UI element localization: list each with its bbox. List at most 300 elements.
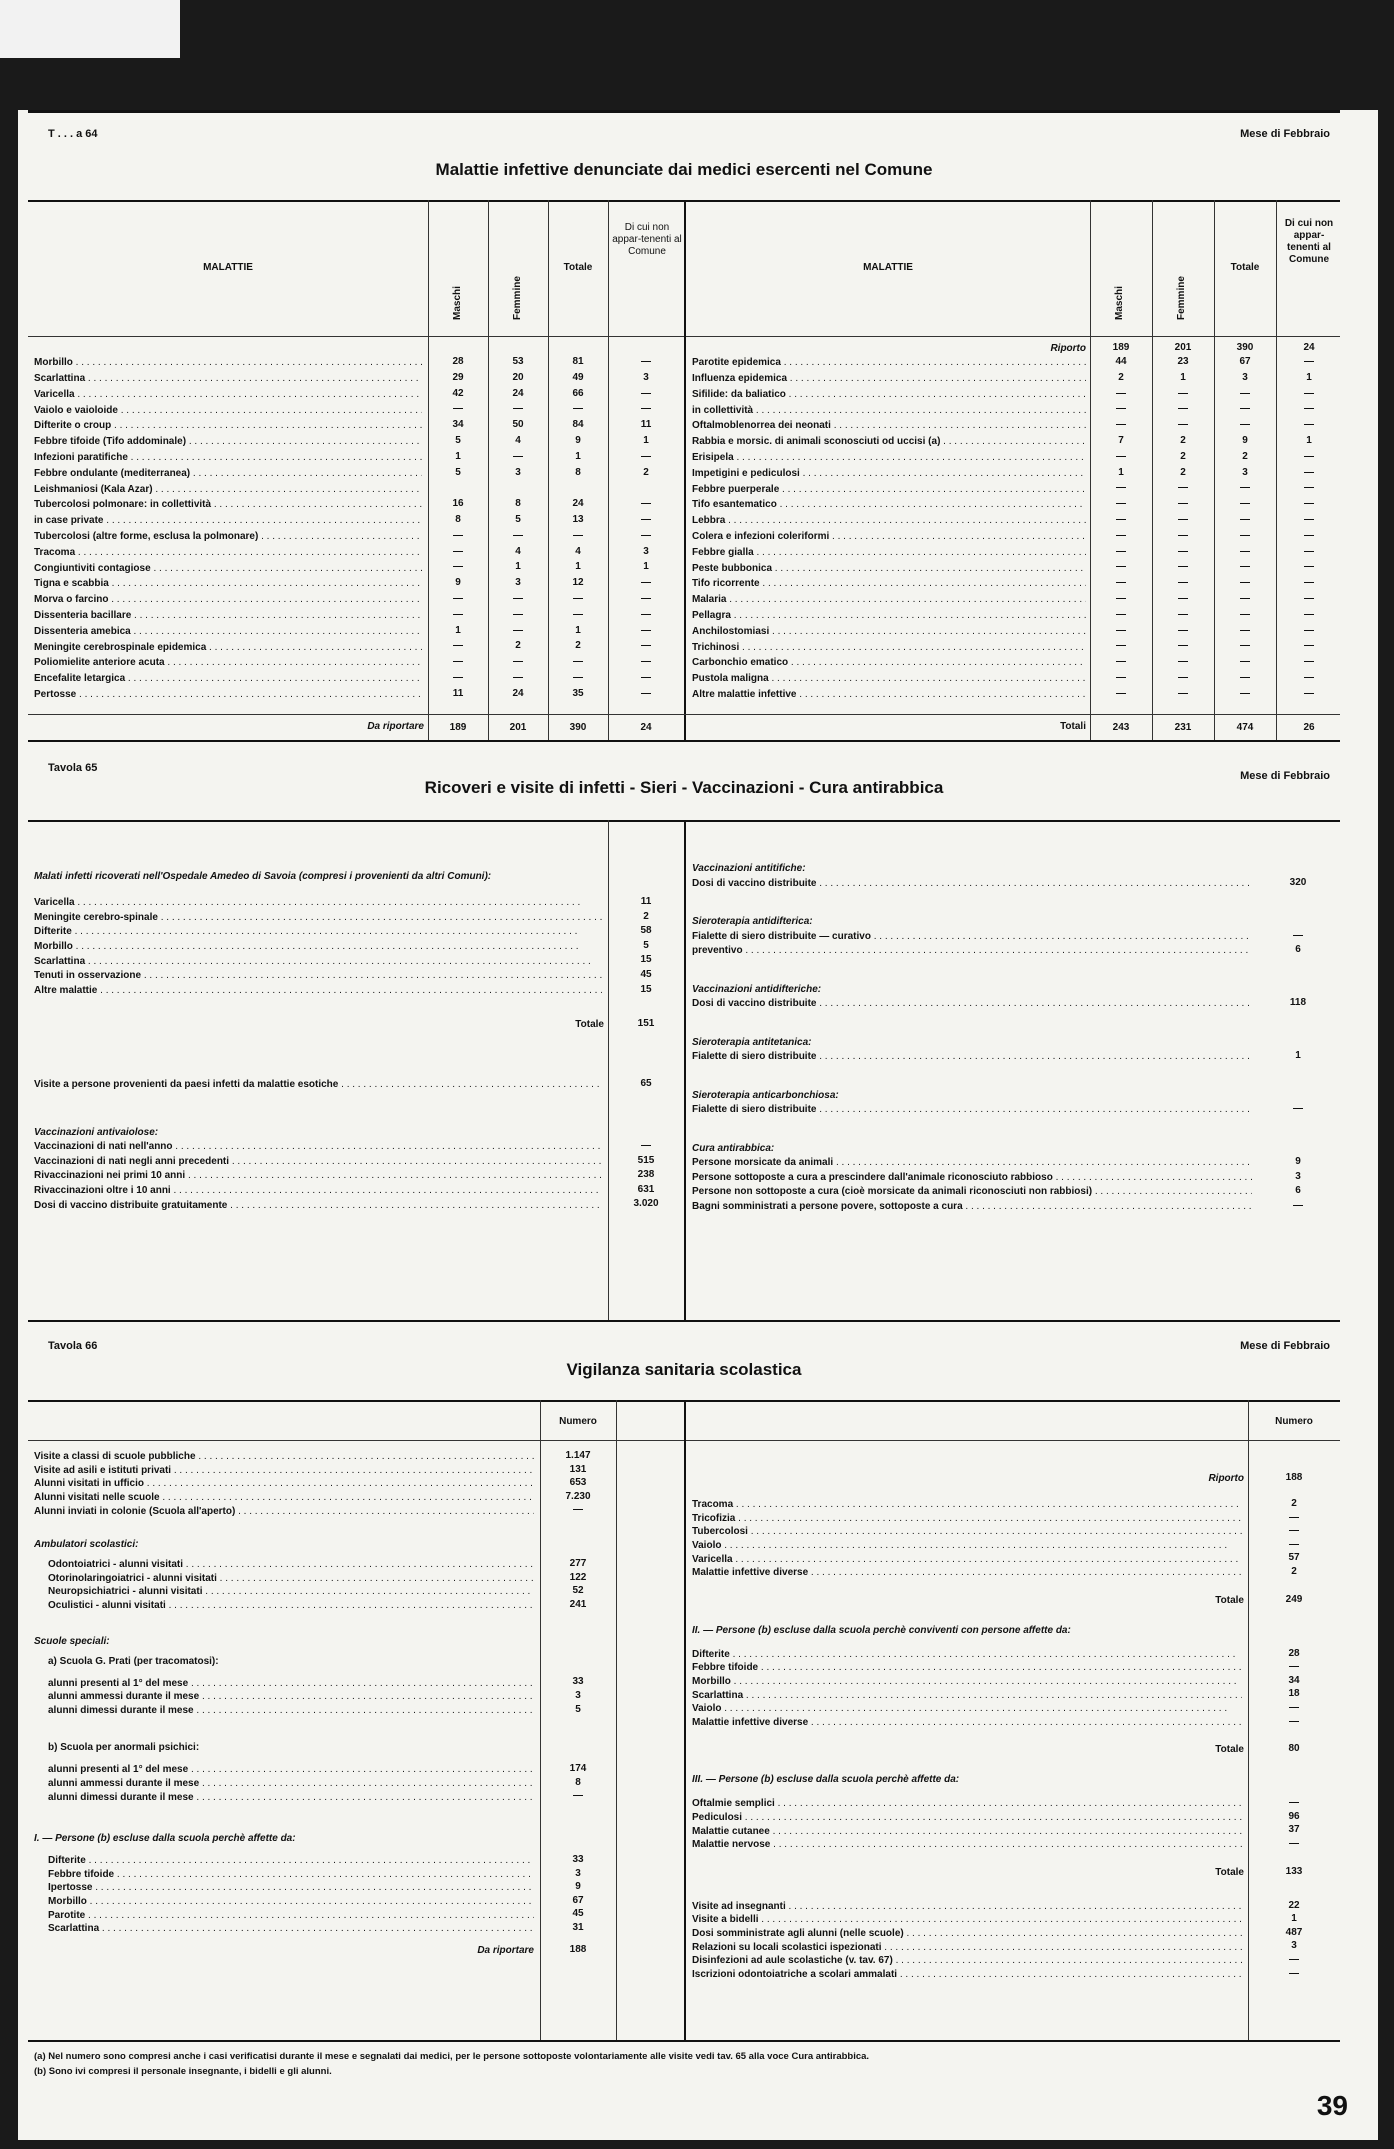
hospital-row	[34, 984, 602, 998]
t64-malattie-header: MALATTIE	[203, 262, 253, 273]
cell-value: —	[641, 514, 651, 525]
cell-value: 631	[637, 1183, 655, 1195]
cell-value: 3	[1242, 466, 1248, 478]
cell-value: —	[513, 403, 523, 415]
cell-value: 9	[455, 577, 461, 589]
visit-row	[34, 1464, 534, 1478]
row-label-text: Difterite . . .	[48, 1855, 534, 1866]
disease-row	[34, 593, 422, 607]
cell-value: —	[1293, 929, 1303, 941]
cell-value: —	[1116, 640, 1126, 652]
t64-totale-header: Totale	[563, 262, 593, 273]
da-riportare-maschi: 189	[449, 722, 467, 733]
cell-value: —	[1289, 1511, 1299, 1523]
cell-value: 1	[1180, 371, 1186, 383]
cell-value: —	[641, 624, 651, 636]
disease-row	[692, 530, 1086, 544]
row-label-text: Persone non sottoposte a cura (cioè morsicate da animali riconosciuti non rabbiosi) . . .	[692, 1186, 1252, 1197]
row-label-text: Varicella . . .	[34, 897, 602, 908]
cell-value: 24	[512, 387, 524, 399]
tot1-label: Totale	[1215, 1594, 1244, 1606]
row-label-text: Rivaccinazioni nei primi 10 anni . . .	[34, 1170, 602, 1181]
totali-femmine: 231	[1174, 722, 1192, 733]
row-label-text: alunni ammessi durante il mese . . .	[48, 1691, 534, 1702]
visite-row	[34, 1078, 602, 1092]
cell-value: 67	[1239, 356, 1251, 367]
disease-row	[34, 482, 422, 496]
cell-value: 3	[1295, 1170, 1301, 1182]
row-label-text: Odontoiatrici - alunni visitati . . .	[48, 1559, 534, 1570]
cell-value: 2	[643, 910, 649, 922]
cell-value: —	[1240, 498, 1250, 510]
disease-row	[692, 656, 1086, 670]
rule-top	[28, 110, 1340, 113]
row-label-text: Tifo ricorrente . . .	[692, 578, 1086, 589]
riporto-label: Riporto	[1050, 343, 1086, 355]
cell-value: —	[641, 356, 651, 367]
cell-value: —	[1178, 482, 1188, 494]
disease-row	[34, 640, 422, 654]
row-label-text: Peste bubbonica . . .	[692, 563, 1086, 574]
row-label-text: Malattie infettive diverse . . .	[692, 1567, 1242, 1578]
row-label-text: Tubercolosi . . .	[692, 1526, 1242, 1537]
persone-row	[48, 1922, 534, 1936]
ambulatori-row	[48, 1599, 534, 1613]
cell-value: —	[1304, 529, 1314, 541]
disease-row	[34, 656, 422, 670]
row-label-text: Otorinolaringoiatrici - alunni visitati . . .	[48, 1573, 534, 1584]
persone-row	[48, 1895, 534, 1909]
cell-value: —	[1304, 672, 1314, 683]
row-label-text: Impetigini e pediculosi . . .	[692, 468, 1086, 479]
cell-value: 2	[1291, 1498, 1297, 1509]
totali-label: Totali	[1060, 721, 1086, 733]
cell-value: —	[453, 593, 463, 604]
row-label-text: Pediculosi . . .	[692, 1812, 1242, 1823]
cell-value: —	[1116, 514, 1126, 525]
cell-value: —	[641, 577, 651, 589]
row-label-text: Difterite o croup . . .	[34, 420, 422, 431]
exclusion-row	[692, 1954, 1242, 1968]
row-label-text: Morbillo . . .	[34, 357, 422, 368]
cell-value: 11	[452, 687, 464, 699]
cell-value: —	[1304, 482, 1314, 494]
vacc-row	[34, 1198, 602, 1212]
cell-value: —	[1304, 403, 1314, 415]
cell-value: —	[1240, 672, 1250, 683]
cell-value: —	[573, 672, 583, 683]
row-label-text: Oftalmoblenorrea dei neonati . . .	[692, 420, 1086, 431]
row-label-text: Morbillo . . .	[48, 1896, 534, 1907]
cell-value: —	[513, 608, 523, 620]
cell-value: —	[1178, 640, 1188, 652]
disease-row	[34, 530, 422, 544]
cell-value: —	[1289, 1702, 1299, 1713]
cell-value: 24	[512, 687, 524, 699]
cell-value: —	[1116, 608, 1126, 620]
totali-totale: 474	[1236, 722, 1254, 733]
tot2-label: Totale	[1215, 1744, 1244, 1756]
prati-row	[48, 1690, 534, 1704]
cell-value: —	[1116, 450, 1126, 462]
cell-value: —	[1116, 387, 1126, 399]
row-label-text: Morbillo . . .	[34, 941, 602, 952]
cell-value: 11	[640, 896, 652, 907]
disease-row	[692, 577, 1086, 591]
t64-total-rule	[28, 714, 1340, 715]
cell-value: 1	[575, 450, 581, 462]
t64-dicui-header-right: Di cui non appar-tenenti al Comune	[1284, 218, 1334, 265]
row-label-text: Poliomielite anteriore acuta . . .	[34, 657, 422, 668]
cell-value: —	[513, 529, 523, 541]
hospital-row	[34, 969, 602, 983]
t64-mid-rule	[684, 200, 686, 740]
cell-value: —	[1240, 593, 1250, 604]
cell-value: —	[1240, 624, 1250, 636]
cell-value: 37	[1288, 1824, 1300, 1836]
cell-value: —	[1178, 529, 1188, 541]
disease-row	[692, 609, 1086, 623]
cell-value: —	[573, 656, 583, 668]
disease-row	[34, 419, 422, 433]
cell-value: —	[641, 450, 651, 462]
exclusion-row	[692, 1940, 1242, 1954]
prati-row	[48, 1676, 534, 1690]
row-label-text: Oftalmie semplici . . .	[692, 1798, 1242, 1809]
disease-row	[692, 482, 1086, 496]
cell-value: —	[1304, 514, 1314, 525]
cell-value: 1.147	[565, 1450, 591, 1461]
cell-value: —	[1304, 624, 1314, 636]
cell-value: —	[1304, 545, 1314, 557]
disease-row	[692, 451, 1086, 465]
cell-value: 3	[515, 577, 521, 589]
exclusion-row	[692, 1927, 1242, 1941]
t66-numero-header-right: Numero	[1275, 1416, 1313, 1427]
disease-row	[34, 435, 422, 449]
cell-value: —	[1304, 561, 1314, 573]
row-label-text: Infezioni paratifiche . . .	[34, 452, 422, 463]
serum-heading: Cura antirabbica:	[692, 1142, 775, 1154]
tot3-label: Totale	[1215, 1866, 1244, 1878]
cell-value: 3	[515, 466, 521, 478]
row-label-text: Fialette di siero distribuite — curativo . . .	[692, 931, 1252, 942]
cell-value: 1	[1295, 1050, 1301, 1061]
t66-riporto-label: Riporto	[1208, 1473, 1244, 1485]
cell-value: —	[1178, 672, 1188, 683]
cell-value: 3	[1291, 1940, 1297, 1952]
cell-value: —	[1304, 419, 1314, 431]
cell-value: —	[1304, 466, 1314, 478]
serum-row	[692, 1200, 1252, 1214]
hospital-row	[34, 925, 602, 939]
disease-row	[34, 609, 422, 623]
cell-value: 1	[575, 624, 581, 636]
cell-value: —	[1240, 577, 1250, 589]
hospital-row	[34, 896, 602, 910]
exclusion-row	[692, 1824, 1242, 1838]
footnote: (a) Nel numero sono compresi anche i casi verificatisi durante il mese e segnalati dai medici, per le persone sottoposte volontariamente alle visite vedi tav. 65 alla voce Cura antirabbica.	[34, 2051, 870, 2063]
t64-title: Malattie infettive denunciate dai medici esercenti nel Comune	[435, 160, 933, 179]
cell-value: —	[513, 450, 523, 462]
cell-value: 52	[572, 1585, 584, 1597]
row-label-text: Relazioni su locali scolastici ispezionati . . .	[692, 1942, 1242, 1953]
cell-value: 9	[1295, 1156, 1301, 1167]
cell-value: —	[1289, 1838, 1299, 1849]
cell-value: 44	[1115, 356, 1127, 367]
t66-riporto-value: 188	[1285, 1472, 1303, 1483]
cell-value: 34	[1288, 1674, 1300, 1686]
cell-value: 8	[575, 466, 581, 478]
row-label-text: Tubercolosi polmonare: in collettività . . .	[34, 499, 422, 510]
cell-value: 3.020	[633, 1198, 659, 1210]
cell-value: 20	[512, 371, 524, 383]
row-label-text: in collettività . . .	[692, 405, 1086, 416]
disease-row	[34, 388, 422, 402]
row-label-text: Encefalite letargica . . .	[34, 673, 422, 684]
cell-value: 174	[569, 1763, 587, 1775]
disease-row	[692, 356, 1086, 370]
disease-row	[692, 672, 1086, 686]
row-label-text: Parotite epidemica . . .	[692, 357, 1086, 368]
cell-value: 13	[572, 514, 584, 525]
persone-row	[48, 1881, 534, 1895]
t66-mid-rule	[684, 1400, 686, 2040]
cell-value: —	[1116, 593, 1126, 604]
row-label-text: Pertosse . . .	[34, 689, 422, 700]
cell-value: —	[1178, 403, 1188, 415]
row-label-text: Tracoma . . .	[34, 547, 422, 558]
page-number: 39	[1316, 2090, 1348, 2121]
cell-value: —	[1304, 687, 1314, 699]
cell-value: —	[1116, 419, 1126, 431]
cell-value: —	[1240, 419, 1250, 431]
t65-month: Mese di Febbraio	[1240, 770, 1330, 782]
row-label-text: Congiuntiviti contagiose . . .	[34, 563, 422, 574]
row-label-text: Scarlattina . . .	[692, 1690, 1242, 1701]
cell-value: 5	[643, 939, 649, 951]
disease-row	[34, 688, 422, 702]
cell-value: 487	[1285, 1926, 1303, 1938]
disease-row	[692, 435, 1086, 449]
cell-value: 81	[572, 356, 584, 367]
t66-label: Tavola 66	[48, 1340, 98, 1352]
cell-value: —	[1178, 624, 1188, 636]
cell-value: —	[1240, 403, 1250, 415]
exclusion-row	[692, 1675, 1242, 1689]
serum-heading: Vaccinazioni antidifteriche:	[692, 983, 822, 995]
cell-value: —	[453, 561, 463, 573]
tot2-value: 80	[1288, 1743, 1300, 1755]
cell-value: —	[641, 672, 651, 683]
cell-value: —	[513, 672, 523, 683]
row-label-text: Tigna e scabbia . . .	[34, 578, 422, 589]
cell-value: —	[1289, 1525, 1299, 1537]
cell-value: 2	[643, 466, 649, 478]
exclusion-row	[692, 1968, 1242, 1982]
row-label-text: Persone morsicate da animali . . .	[692, 1157, 1252, 1168]
t66-month: Mese di Febbraio	[1240, 1340, 1330, 1352]
cell-value: 15	[640, 954, 652, 966]
persone-row	[48, 1854, 534, 1868]
row-label-text: Febbre puerperale . . .	[692, 484, 1086, 495]
disease-row	[34, 403, 422, 417]
t65-label: Tavola 65	[48, 762, 98, 774]
cell-value: —	[1178, 561, 1188, 573]
riporto-dicui: 24	[1303, 342, 1315, 353]
cell-value: 515	[637, 1154, 655, 1166]
cell-value: 15	[640, 983, 652, 995]
persone-heading: I. — Persone (b) escluse dalla scuola perchè affette da:	[34, 1833, 296, 1845]
cell-value: —	[1116, 577, 1126, 589]
cell-value: —	[453, 656, 463, 668]
row-label-text: Vaiolo . . .	[692, 1703, 1242, 1714]
row-label-text: Tubercolosi (altre forme, esclusa la polmonare) . . .	[34, 531, 422, 542]
t64-dicui-header: Di cui non appar-tenenti al Comune	[612, 222, 682, 257]
da-riportare-label: Da riportare	[367, 721, 424, 733]
cell-value: —	[641, 656, 651, 668]
cell-value: 5	[455, 466, 461, 478]
row-label-text: Febbre ondulante (mediterranea) . . .	[34, 468, 422, 479]
row-label-text: Morva o farcino . . .	[34, 594, 422, 605]
exclusion-row	[692, 1913, 1242, 1927]
vacc-heading: Vaccinazioni antivaiolose:	[34, 1127, 159, 1139]
cell-value: —	[573, 1790, 583, 1802]
disease-row	[34, 372, 422, 386]
document-page	[18, 110, 1378, 2140]
t64-month: Mese di Febbraio	[1240, 128, 1330, 140]
footnote: (b) Sono ivi compresi il personale insegnante, i bidelli e gli alunni.	[34, 2066, 332, 2078]
row-label-text: Dissenteria amebica . . .	[34, 626, 422, 637]
row-label-text: Colera e infezioni coleriformi . . .	[692, 531, 1086, 542]
row-label-text: Vaiolo . . .	[692, 1540, 1242, 1551]
cell-value: —	[641, 687, 651, 699]
row-label-text: Oculistici - alunni visitati . . .	[48, 1600, 534, 1611]
row-label-text: Visite ad insegnanti . . .	[692, 1901, 1242, 1912]
t65-intro: Malati infetti ricoverati nell'Ospedale Amedeo di Savoia (compresi i provenienti da altri Comuni):	[34, 870, 492, 882]
t65-mid-rule	[684, 820, 686, 1320]
row-label-text: Visite a classi di scuole pubbliche . . .	[34, 1451, 534, 1462]
row-label-text: Pellagra . . .	[692, 610, 1086, 621]
serum-row	[692, 1185, 1252, 1199]
serum-row	[692, 1171, 1252, 1185]
cell-value: —	[573, 403, 583, 415]
cell-value: —	[513, 593, 523, 604]
cell-value: —	[1304, 577, 1314, 589]
disease-row	[692, 419, 1086, 433]
exclusion-row	[692, 1498, 1242, 1512]
cell-value: 6	[1295, 1185, 1301, 1196]
cell-value: 4	[575, 545, 581, 557]
cell-value: —	[1116, 498, 1126, 510]
disease-row	[692, 514, 1086, 528]
cell-value: 34	[452, 419, 464, 431]
cell-value: —	[573, 608, 583, 620]
disease-row	[34, 356, 422, 370]
persone-row	[48, 1868, 534, 1882]
cell-value: 67	[572, 1894, 584, 1906]
da-riportare-totale: 390	[569, 722, 587, 733]
cell-value: —	[1116, 403, 1126, 415]
cell-value: 1	[1118, 466, 1124, 478]
cell-value: 8	[515, 498, 521, 510]
row-label-text: Meningite cerebrospinale epidemica . . .	[34, 642, 422, 653]
cell-value: —	[1289, 1954, 1299, 1965]
exclusion-row	[692, 1716, 1242, 1730]
row-label-text: Scarlattina . . .	[34, 956, 602, 967]
cell-value: —	[1178, 498, 1188, 510]
cell-value: 96	[1288, 1810, 1300, 1822]
cell-value: —	[1289, 1538, 1299, 1550]
cell-value: 28	[452, 356, 464, 367]
row-label-text: Dosi somministrate agli alunni (nelle scuole) . . .	[692, 1928, 1242, 1939]
cell-value: 1	[1306, 435, 1312, 446]
cell-value: 1	[1306, 371, 1312, 383]
cell-value: —	[1116, 672, 1126, 683]
totali-dicui: 26	[1303, 722, 1315, 733]
cell-value: —	[1240, 529, 1250, 541]
cell-value: 35	[572, 687, 584, 699]
cell-value: —	[1304, 656, 1314, 668]
disease-row	[34, 625, 422, 639]
disease-row	[34, 561, 422, 575]
row-label-text: Iscrizioni odontoiatriche a scolari ammalati . . .	[692, 1969, 1242, 1980]
cell-value: 1	[515, 561, 521, 573]
exclusion-row	[692, 1539, 1242, 1553]
cell-value: —	[1240, 687, 1250, 699]
row-label-text: Alunni inviati in colonie (Scuola all'aperto) . . .	[34, 1506, 534, 1517]
row-label-text: Tracoma . . .	[692, 1499, 1242, 1510]
visit-row	[34, 1477, 534, 1491]
exclusion-row	[692, 1566, 1242, 1580]
cell-value: —	[641, 1140, 651, 1151]
ambulatori-row	[48, 1558, 534, 1572]
cell-value: 238	[637, 1169, 655, 1181]
cell-value: 23	[1177, 356, 1189, 367]
cell-value: 9	[575, 435, 581, 446]
cell-value: 241	[569, 1598, 587, 1610]
cell-value: 653	[569, 1477, 587, 1489]
disease-row	[34, 672, 422, 686]
row-label-text: Morbillo . . .	[692, 1676, 1242, 1687]
row-label-text: Sifilide: da baliatico . . .	[692, 389, 1086, 400]
row-label-text: Tenuti in osservazione . . .	[34, 970, 602, 981]
t64-label: T . . . a 64	[48, 128, 98, 140]
t64-malattie-header-right: MALATTIE	[863, 262, 913, 273]
row-label-text: Fialette di siero distribuite . . .	[692, 1051, 1252, 1062]
cell-value: 1	[455, 450, 461, 462]
cell-value: —	[1289, 1715, 1299, 1727]
cell-value: 3	[1242, 371, 1248, 383]
prati-heading: a) Scuola G. Prati (per tracomatosi):	[48, 1655, 219, 1667]
cell-value: 2	[1242, 450, 1248, 462]
disease-row	[692, 561, 1086, 575]
row-label-text: Ipertosse . . .	[48, 1882, 534, 1893]
cell-value: —	[1116, 545, 1126, 557]
cell-value: —	[513, 624, 523, 636]
cell-value: —	[1289, 1967, 1299, 1979]
cell-value: 22	[1288, 1899, 1300, 1911]
row-label-text: Febbre tifoide (Tifo addominale) . . .	[34, 436, 422, 447]
cell-value: 3	[575, 1867, 581, 1879]
row-label-text: alunni ammessi durante il mese . . .	[48, 1778, 534, 1789]
row-label-text: Malattie infettive diverse . . .	[692, 1717, 1242, 1728]
serum-row	[692, 877, 1252, 891]
cell-value: 3	[575, 1690, 581, 1701]
row-label-text: Trichinosi . . .	[692, 642, 1086, 653]
cell-value: 320	[1289, 876, 1307, 888]
cell-value: —	[1304, 356, 1314, 367]
